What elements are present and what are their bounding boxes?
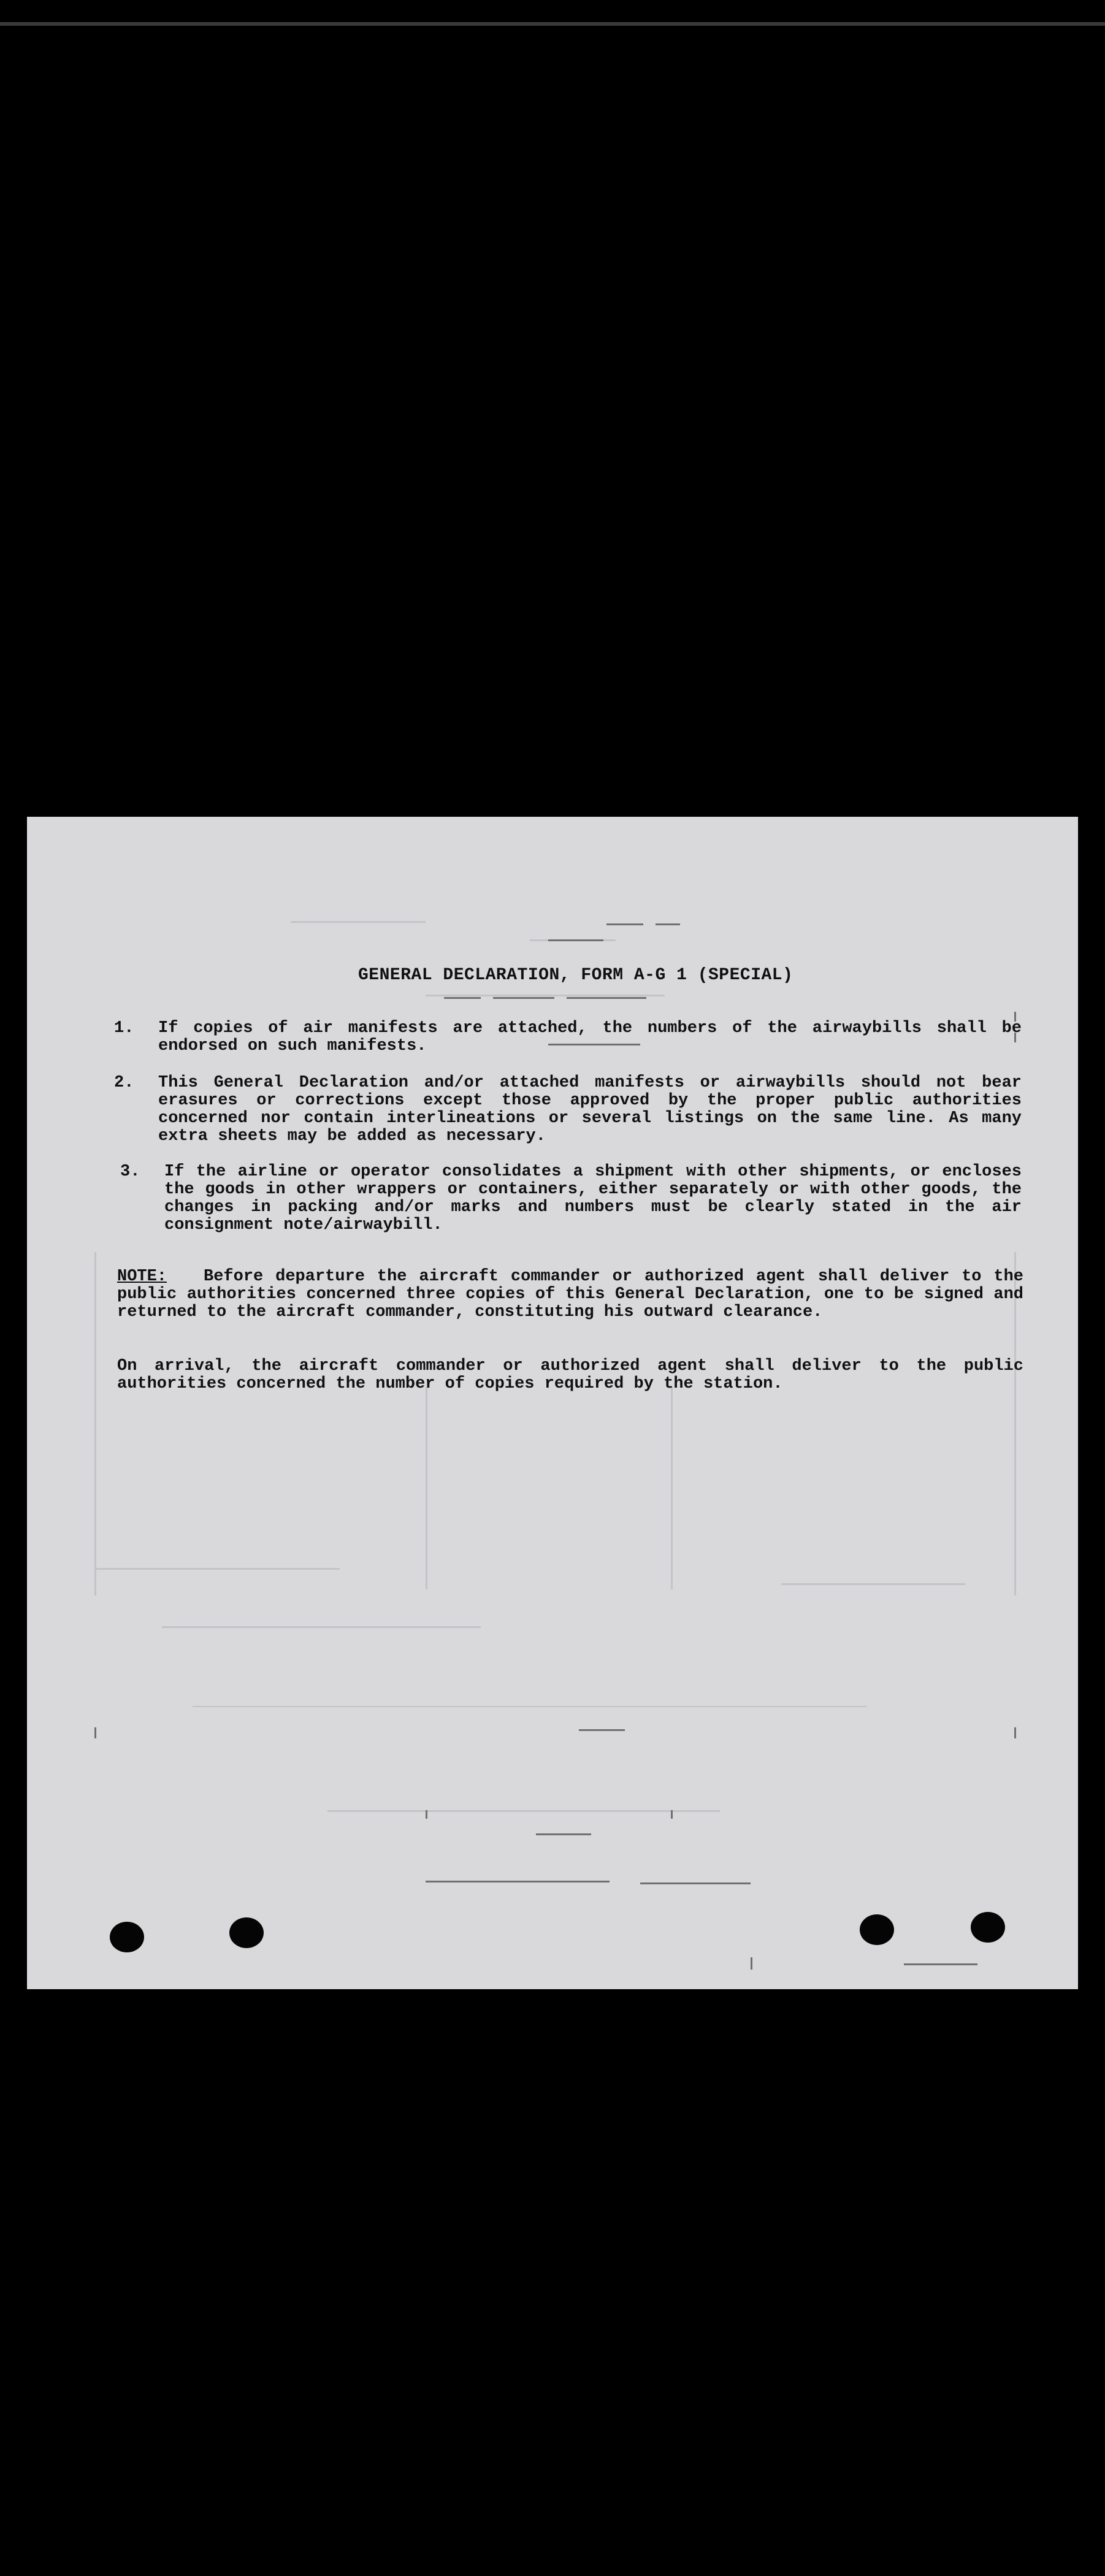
punch-hole bbox=[860, 1914, 894, 1945]
form-frame-line bbox=[94, 1252, 96, 1596]
bleed-through-mark bbox=[94, 1568, 340, 1570]
scan-mark bbox=[579, 1729, 625, 1731]
scan-mark bbox=[606, 923, 643, 925]
scan-tick bbox=[94, 1727, 96, 1738]
scan-mark bbox=[493, 997, 554, 999]
arrival-paragraph: On arrival, the aircraft commander or authorized agent shall deliver to the public authorities concerned the number of copies required by the station. bbox=[117, 1357, 1023, 1393]
scan-tick bbox=[671, 1810, 673, 1819]
item-text: If the airline or operator consolidates a shipment with other shipments, or encloses the goods in other wrappers or containers, either separately or with other goods, the changes in packing and/or marks and numbers must be clearly stated in the air consignment note/airwaybill. bbox=[164, 1163, 1022, 1234]
bleed-through-mark bbox=[162, 1626, 481, 1628]
punch-hole bbox=[971, 1912, 1005, 1943]
scan-mark bbox=[548, 939, 603, 941]
form-frame-line bbox=[671, 1387, 673, 1589]
document-page bbox=[27, 817, 1078, 1989]
top-edge-line bbox=[0, 22, 1105, 26]
scan-mark bbox=[567, 997, 646, 999]
note-text: Before departure the aircraft commander or authorized agent shall deliver to the public authorities concerned three copies of this General Declaration, one to be signed and returned to the aircraft commander, constituting his outward clearance. bbox=[117, 1267, 1023, 1321]
punch-hole bbox=[110, 1922, 144, 1952]
item-number: 1. bbox=[114, 1019, 134, 1038]
declaration-title: GENERAL DECLARATION, FORM A-G 1 (SPECIAL) bbox=[358, 966, 793, 985]
scan-mark bbox=[904, 1963, 977, 1965]
bleed-through-mark bbox=[291, 921, 426, 923]
scan-mark bbox=[656, 923, 680, 925]
instruction-item-1 bbox=[114, 1020, 1022, 1057]
item-text: This General Declaration and/or attached manifests or airwaybills should not bear erasures or corrections except those approved by the proper public authorities concerned nor contain interlineations or several listings on the same line. As many extra sheets may be added as necessary. bbox=[158, 1074, 1022, 1145]
scan-mark bbox=[536, 1833, 591, 1835]
item-number: 3. bbox=[120, 1163, 140, 1181]
item-text: If copies of air manifests are attached, the numbers of the airwaybills shall be endorsed on such manifests. bbox=[158, 1019, 1022, 1055]
bleed-through-mark bbox=[327, 1810, 720, 1812]
instruction-item-3 bbox=[120, 1163, 1022, 1237]
instruction-item-2 bbox=[114, 1074, 1022, 1148]
note-label: NOTE: bbox=[117, 1267, 167, 1286]
scan-tick bbox=[751, 1957, 752, 1970]
bleed-through-mark bbox=[781, 1583, 965, 1585]
item-number: 2. bbox=[114, 1074, 134, 1092]
bleed-through-mark bbox=[426, 995, 665, 996]
bleed-through-mark bbox=[193, 1706, 867, 1707]
scan-mark bbox=[640, 1882, 751, 1884]
scan-tick bbox=[1014, 1727, 1016, 1738]
scan-mark bbox=[444, 997, 481, 999]
note-paragraph bbox=[117, 1268, 1023, 1321]
form-frame-line bbox=[426, 1387, 427, 1589]
scan-tick bbox=[426, 1810, 427, 1819]
scan-mark bbox=[426, 1881, 610, 1882]
punch-hole bbox=[229, 1917, 264, 1948]
